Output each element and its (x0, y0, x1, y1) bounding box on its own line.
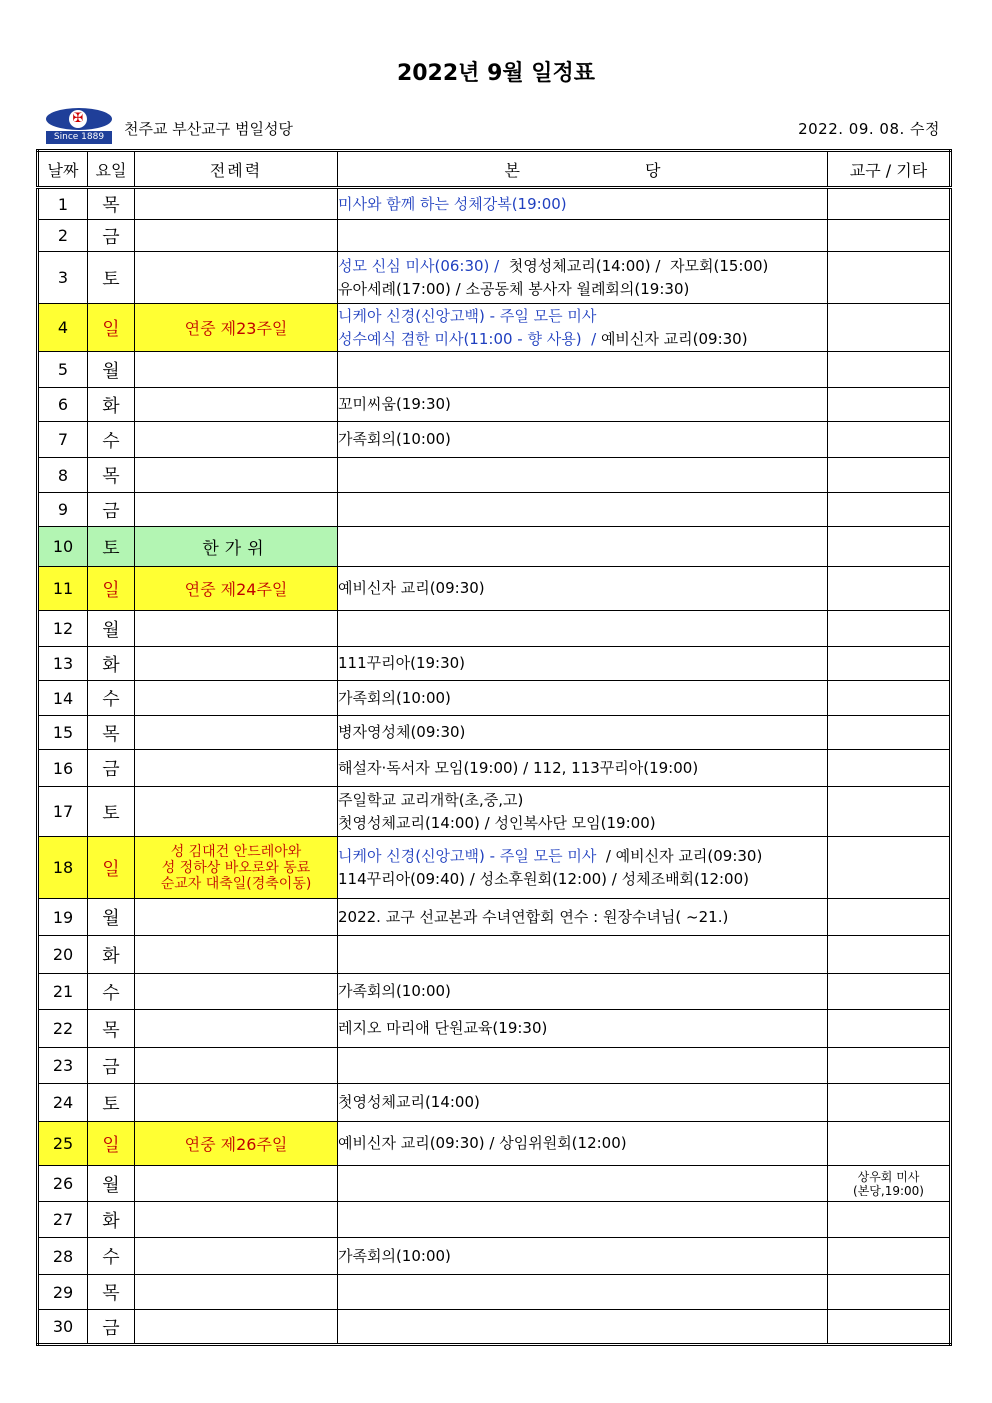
event-line (338, 845, 827, 868)
event-text: 첫영성체교리(14:00) / 성인복사단 모임(19:00) (338, 813, 656, 832)
parish-events-cell (338, 716, 828, 750)
liturgy-cell (135, 1238, 338, 1275)
header-day: 날짜 (38, 151, 88, 188)
logo-since-text: Since 1889 (46, 131, 112, 144)
event-text: 첫영성체교리(14:00) / 자모회(15:00) (499, 256, 769, 275)
parish-events-cell (338, 220, 828, 252)
diocese-other-cell (828, 787, 951, 837)
weekday-cell: 수 (88, 974, 135, 1010)
weekday-cell: 금 (88, 1310, 135, 1345)
event-text: 해설자·독서자 모임(19:00) / 112, 113꾸리아(19:00) (338, 758, 699, 777)
parish-events-cell (338, 527, 828, 567)
parish-events-cell (338, 493, 828, 527)
day-cell: 20 (38, 936, 88, 974)
diocese-other-cell (828, 188, 951, 220)
liturgy-cell (135, 899, 338, 936)
parish-events-cell (338, 837, 828, 899)
parish-events-cell (338, 750, 828, 787)
parish-events-cell (338, 1238, 828, 1275)
parish-events-cell (338, 352, 828, 388)
liturgy-cell (135, 1010, 338, 1048)
header-liturgy: 전례력 (135, 151, 338, 188)
diocese-other-cell (828, 1310, 951, 1345)
liturgy-cell (135, 611, 338, 647)
day-cell: 11 (38, 567, 88, 611)
table-row (38, 422, 951, 458)
diocese-other-cell (828, 837, 951, 899)
diocese-other-cell (828, 422, 951, 458)
parish-events-cell (338, 899, 828, 936)
parish-events-cell (338, 1275, 828, 1310)
event-line (338, 1245, 827, 1268)
parish-events-cell (338, 252, 828, 304)
diocese-other-cell (828, 493, 951, 527)
day-cell: 28 (38, 1238, 88, 1275)
day-cell: 13 (38, 647, 88, 681)
day-cell: 21 (38, 974, 88, 1010)
weekday-cell: 토 (88, 787, 135, 837)
diocese-other-cell (828, 647, 951, 681)
weekday-cell: 일 (88, 837, 135, 899)
parish-events-cell (338, 567, 828, 611)
parish-events-cell (338, 611, 828, 647)
table-row (38, 787, 951, 837)
day-cell: 9 (38, 493, 88, 527)
parish-events-cell (338, 188, 828, 220)
table-row (38, 1202, 951, 1238)
event-line (338, 1132, 827, 1155)
event-line (338, 193, 827, 216)
schedule-body (38, 188, 951, 1345)
event-text: 예비신자 교리(09:30) (338, 579, 485, 597)
event-text: 첫영성체교리(14:00) (338, 1093, 480, 1111)
parish-events-cell (338, 304, 828, 352)
table-header-row (38, 151, 951, 188)
diocese-other-cell (828, 899, 951, 936)
table-row (38, 611, 951, 647)
parish-events-cell (338, 1084, 828, 1122)
event-text: 니케아 신경(신앙고백) - 주일 모든 미사 (338, 306, 597, 325)
day-cell: 14 (38, 681, 88, 716)
parish-events-cell (338, 974, 828, 1010)
day-cell: 29 (38, 1275, 88, 1310)
diocese-other-cell (828, 1010, 951, 1048)
table-row (38, 1122, 951, 1166)
liturgy-cell (135, 647, 338, 681)
diocese-other-cell (828, 567, 951, 611)
day-cell: 12 (38, 611, 88, 647)
liturgy-cell: 연중 제26주일 (135, 1122, 338, 1166)
event-line (338, 812, 827, 835)
weekday-cell: 수 (88, 1238, 135, 1275)
diocese-other-cell (828, 936, 951, 974)
day-cell: 23 (38, 1048, 88, 1084)
event-line (338, 428, 827, 451)
organization-name: 천주교 부산교구 범일성당 (124, 120, 293, 138)
diocese-other-cell (828, 304, 951, 352)
table-row (38, 458, 951, 493)
table-row (38, 899, 951, 936)
event-text: 가족회의(10:00) (338, 688, 451, 707)
diocese-other-cell (828, 1048, 951, 1084)
weekday-cell: 일 (88, 304, 135, 352)
day-cell: 10 (38, 527, 88, 567)
weekday-cell: 월 (88, 352, 135, 388)
event-line (338, 906, 827, 929)
table-row (38, 1048, 951, 1084)
liturgy-line: 성 정하상 바오로와 동료 (161, 859, 311, 876)
schedule-table (36, 149, 952, 1346)
diocese-other-cell (828, 352, 951, 388)
event-line (338, 1091, 827, 1114)
day-cell: 7 (38, 422, 88, 458)
event-text: 예비신자 교리(09:30) / 상임위원회(12:00) (338, 1134, 627, 1152)
parish-logo (44, 106, 116, 144)
table-row (38, 750, 951, 787)
event-line (338, 305, 827, 328)
table-row (38, 388, 951, 422)
day-cell: 17 (38, 787, 88, 837)
event-line (338, 577, 827, 600)
event-text: 병자영성체(09:30) (338, 723, 466, 741)
diocese-other-cell (828, 1166, 951, 1202)
event-text: 성모 신심 미사(06:30) / (338, 256, 500, 275)
event-text: 레지오 마리애 단원교육(19:30) (338, 1019, 548, 1037)
diocese-other-cell (828, 1238, 951, 1275)
day-cell: 26 (38, 1166, 88, 1202)
liturgy-cell (135, 837, 338, 899)
liturgy-cell (135, 974, 338, 1010)
parish-events-cell (338, 787, 828, 837)
liturgy-cell (135, 220, 338, 252)
event-text: 가족회의(10:00) (338, 430, 451, 448)
weekday-cell: 수 (88, 422, 135, 458)
liturgy-cell (135, 188, 338, 220)
event-line (338, 393, 827, 416)
weekday-cell: 수 (88, 681, 135, 716)
weekday-cell: 화 (88, 936, 135, 974)
weekday-cell: 목 (88, 1275, 135, 1310)
parish-events-cell (338, 388, 828, 422)
cross-icon: ✠ (69, 110, 87, 128)
parish-events-cell (338, 936, 828, 974)
parish-events-cell (338, 681, 828, 716)
weekday-cell: 화 (88, 388, 135, 422)
liturgy-line: 순교자 대축일(경축이동) (160, 875, 312, 892)
day-cell: 2 (38, 220, 88, 252)
diocese-other-cell (828, 716, 951, 750)
diocese-other-cell (828, 750, 951, 787)
diocese-other-cell (828, 388, 951, 422)
day-cell: 4 (38, 304, 88, 352)
day-cell: 27 (38, 1202, 88, 1238)
diocese-other-cell (828, 1202, 951, 1238)
diocese-other-cell (828, 1084, 951, 1122)
liturgy-cell (135, 716, 338, 750)
table-row (38, 1310, 951, 1345)
liturgy-cell (135, 1084, 338, 1122)
day-cell: 25 (38, 1122, 88, 1166)
weekday-cell: 토 (88, 252, 135, 304)
parish-events-cell (338, 1310, 828, 1345)
liturgy-cell (135, 388, 338, 422)
weekday-cell: 목 (88, 716, 135, 750)
event-line (338, 1017, 827, 1040)
event-text: 꼬미씨움(19:30) (338, 395, 451, 413)
diocese-other-cell (828, 611, 951, 647)
liturgy-cell (135, 936, 338, 974)
event-line (338, 757, 827, 780)
event-text: 유아세례(17:00) / 소공동체 봉사자 월례회의(19:30) (338, 279, 690, 298)
weekday-cell: 목 (88, 188, 135, 220)
event-line (338, 980, 827, 1003)
liturgy-cell (135, 352, 338, 388)
weekday-cell: 금 (88, 220, 135, 252)
revision-date: 2022. 09. 08. 수정 (798, 120, 940, 138)
liturgy-cell (135, 1166, 338, 1202)
table-row (38, 304, 951, 352)
weekday-cell: 금 (88, 750, 135, 787)
table-row (38, 220, 951, 252)
event-text: 성수예식 겸한 미사(11:00 - 향 사용) / (338, 329, 597, 348)
etc-line: (본당,19:00) (853, 1183, 924, 1198)
day-cell: 6 (38, 388, 88, 422)
table-row (38, 936, 951, 974)
header-dow: 요일 (88, 151, 135, 188)
parish-events-cell (338, 1122, 828, 1166)
table-row (38, 716, 951, 750)
event-text: / 예비신자 교리(09:30) (596, 846, 763, 865)
liturgy-cell (135, 681, 338, 716)
parish-events-cell (338, 1010, 828, 1048)
liturgy-cell (135, 750, 338, 787)
day-cell: 5 (38, 352, 88, 388)
event-text: 2022. 교구 선교본과 수녀연합회 연수 : 원장수녀님( ~21.) (338, 907, 729, 926)
weekday-cell: 일 (88, 567, 135, 611)
event-text: 114꾸리아(09:40) / 성소후원회(12:00) / 성체조배회(12:00) (338, 869, 749, 888)
diocese-other-cell (828, 974, 951, 1010)
weekday-cell: 화 (88, 647, 135, 681)
liturgy-cell (135, 422, 338, 458)
weekday-cell: 토 (88, 527, 135, 567)
diocese-other-cell (828, 458, 951, 493)
table-row (38, 1084, 951, 1122)
weekday-cell: 화 (88, 1202, 135, 1238)
liturgy-cell (135, 1202, 338, 1238)
event-line (338, 687, 827, 710)
event-line (338, 278, 827, 301)
event-text: 주일학교 교리개학(초,중,고) (338, 790, 524, 809)
table-row (38, 252, 951, 304)
parish-events-cell (338, 458, 828, 493)
event-text: 가족회의(10:00) (338, 982, 451, 1000)
table-row (38, 1238, 951, 1275)
day-cell: 24 (38, 1084, 88, 1122)
day-cell: 15 (38, 716, 88, 750)
table-row (38, 647, 951, 681)
liturgy-cell: 한가위 (135, 527, 338, 567)
event-line (338, 328, 827, 351)
header-main: 본 당 (338, 151, 828, 188)
parish-events-cell (338, 647, 828, 681)
liturgy-cell (135, 458, 338, 493)
page-title: 2022년 9월 일정표 (396, 61, 596, 86)
day-cell: 30 (38, 1310, 88, 1345)
day-cell: 1 (38, 188, 88, 220)
table-row (38, 567, 951, 611)
liturgy-cell (135, 1048, 338, 1084)
diocese-other-cell (828, 527, 951, 567)
event-text: 미사와 함께 하는 성체강복(19:00) (338, 194, 567, 213)
header-etc: 교구 / 기타 (828, 151, 951, 188)
table-row (38, 493, 951, 527)
event-text: 예비신자 교리(09:30) (596, 329, 748, 348)
diocese-other-cell (828, 681, 951, 716)
liturgy-cell (135, 493, 338, 527)
day-cell: 3 (38, 252, 88, 304)
weekday-cell: 금 (88, 493, 135, 527)
day-cell: 18 (38, 837, 88, 899)
table-row (38, 1166, 951, 1202)
liturgy-cell (135, 252, 338, 304)
diocese-other-cell (828, 220, 951, 252)
event-line (338, 255, 827, 278)
weekday-cell: 월 (88, 899, 135, 936)
event-line (338, 789, 827, 812)
table-row (38, 188, 951, 220)
table-row (38, 352, 951, 388)
liturgy-cell: 연중 제24주일 (135, 567, 338, 611)
event-text: 111꾸리아(19:30) (338, 654, 466, 672)
weekday-cell: 토 (88, 1084, 135, 1122)
parish-events-cell (338, 1166, 828, 1202)
document-header (44, 106, 940, 144)
weekday-cell: 월 (88, 1166, 135, 1202)
liturgy-cell (135, 1275, 338, 1310)
liturgy-cell: 연중 제23주일 (135, 304, 338, 352)
table-row (38, 1010, 951, 1048)
parish-events-cell (338, 1202, 828, 1238)
liturgy-cell (135, 1310, 338, 1345)
event-line (338, 652, 827, 675)
parish-events-cell (338, 422, 828, 458)
weekday-cell: 일 (88, 1122, 135, 1166)
weekday-cell: 금 (88, 1048, 135, 1084)
event-text: 가족회의(10:00) (338, 1246, 451, 1265)
weekday-cell: 목 (88, 1010, 135, 1048)
liturgy-cell (135, 787, 338, 837)
day-cell: 19 (38, 899, 88, 936)
table-row (38, 974, 951, 1010)
etc-line: 상우회 미사 (857, 1169, 920, 1184)
table-row (38, 837, 951, 899)
day-cell: 16 (38, 750, 88, 787)
day-cell: 8 (38, 458, 88, 493)
day-cell: 22 (38, 1010, 88, 1048)
parish-events-cell (338, 1048, 828, 1084)
event-text: 니케아 신경(신앙고백) - 주일 모든 미사 (338, 846, 597, 865)
diocese-other-cell (828, 252, 951, 304)
weekday-cell: 목 (88, 458, 135, 493)
event-line (338, 868, 827, 891)
diocese-other-cell (828, 1275, 951, 1310)
weekday-cell: 월 (88, 611, 135, 647)
table-row (38, 527, 951, 567)
liturgy-line: 성 김대건 안드레아와 (170, 843, 302, 860)
table-row (38, 681, 951, 716)
event-line (338, 721, 827, 744)
diocese-other-cell (828, 1122, 951, 1166)
table-row (38, 1275, 951, 1310)
